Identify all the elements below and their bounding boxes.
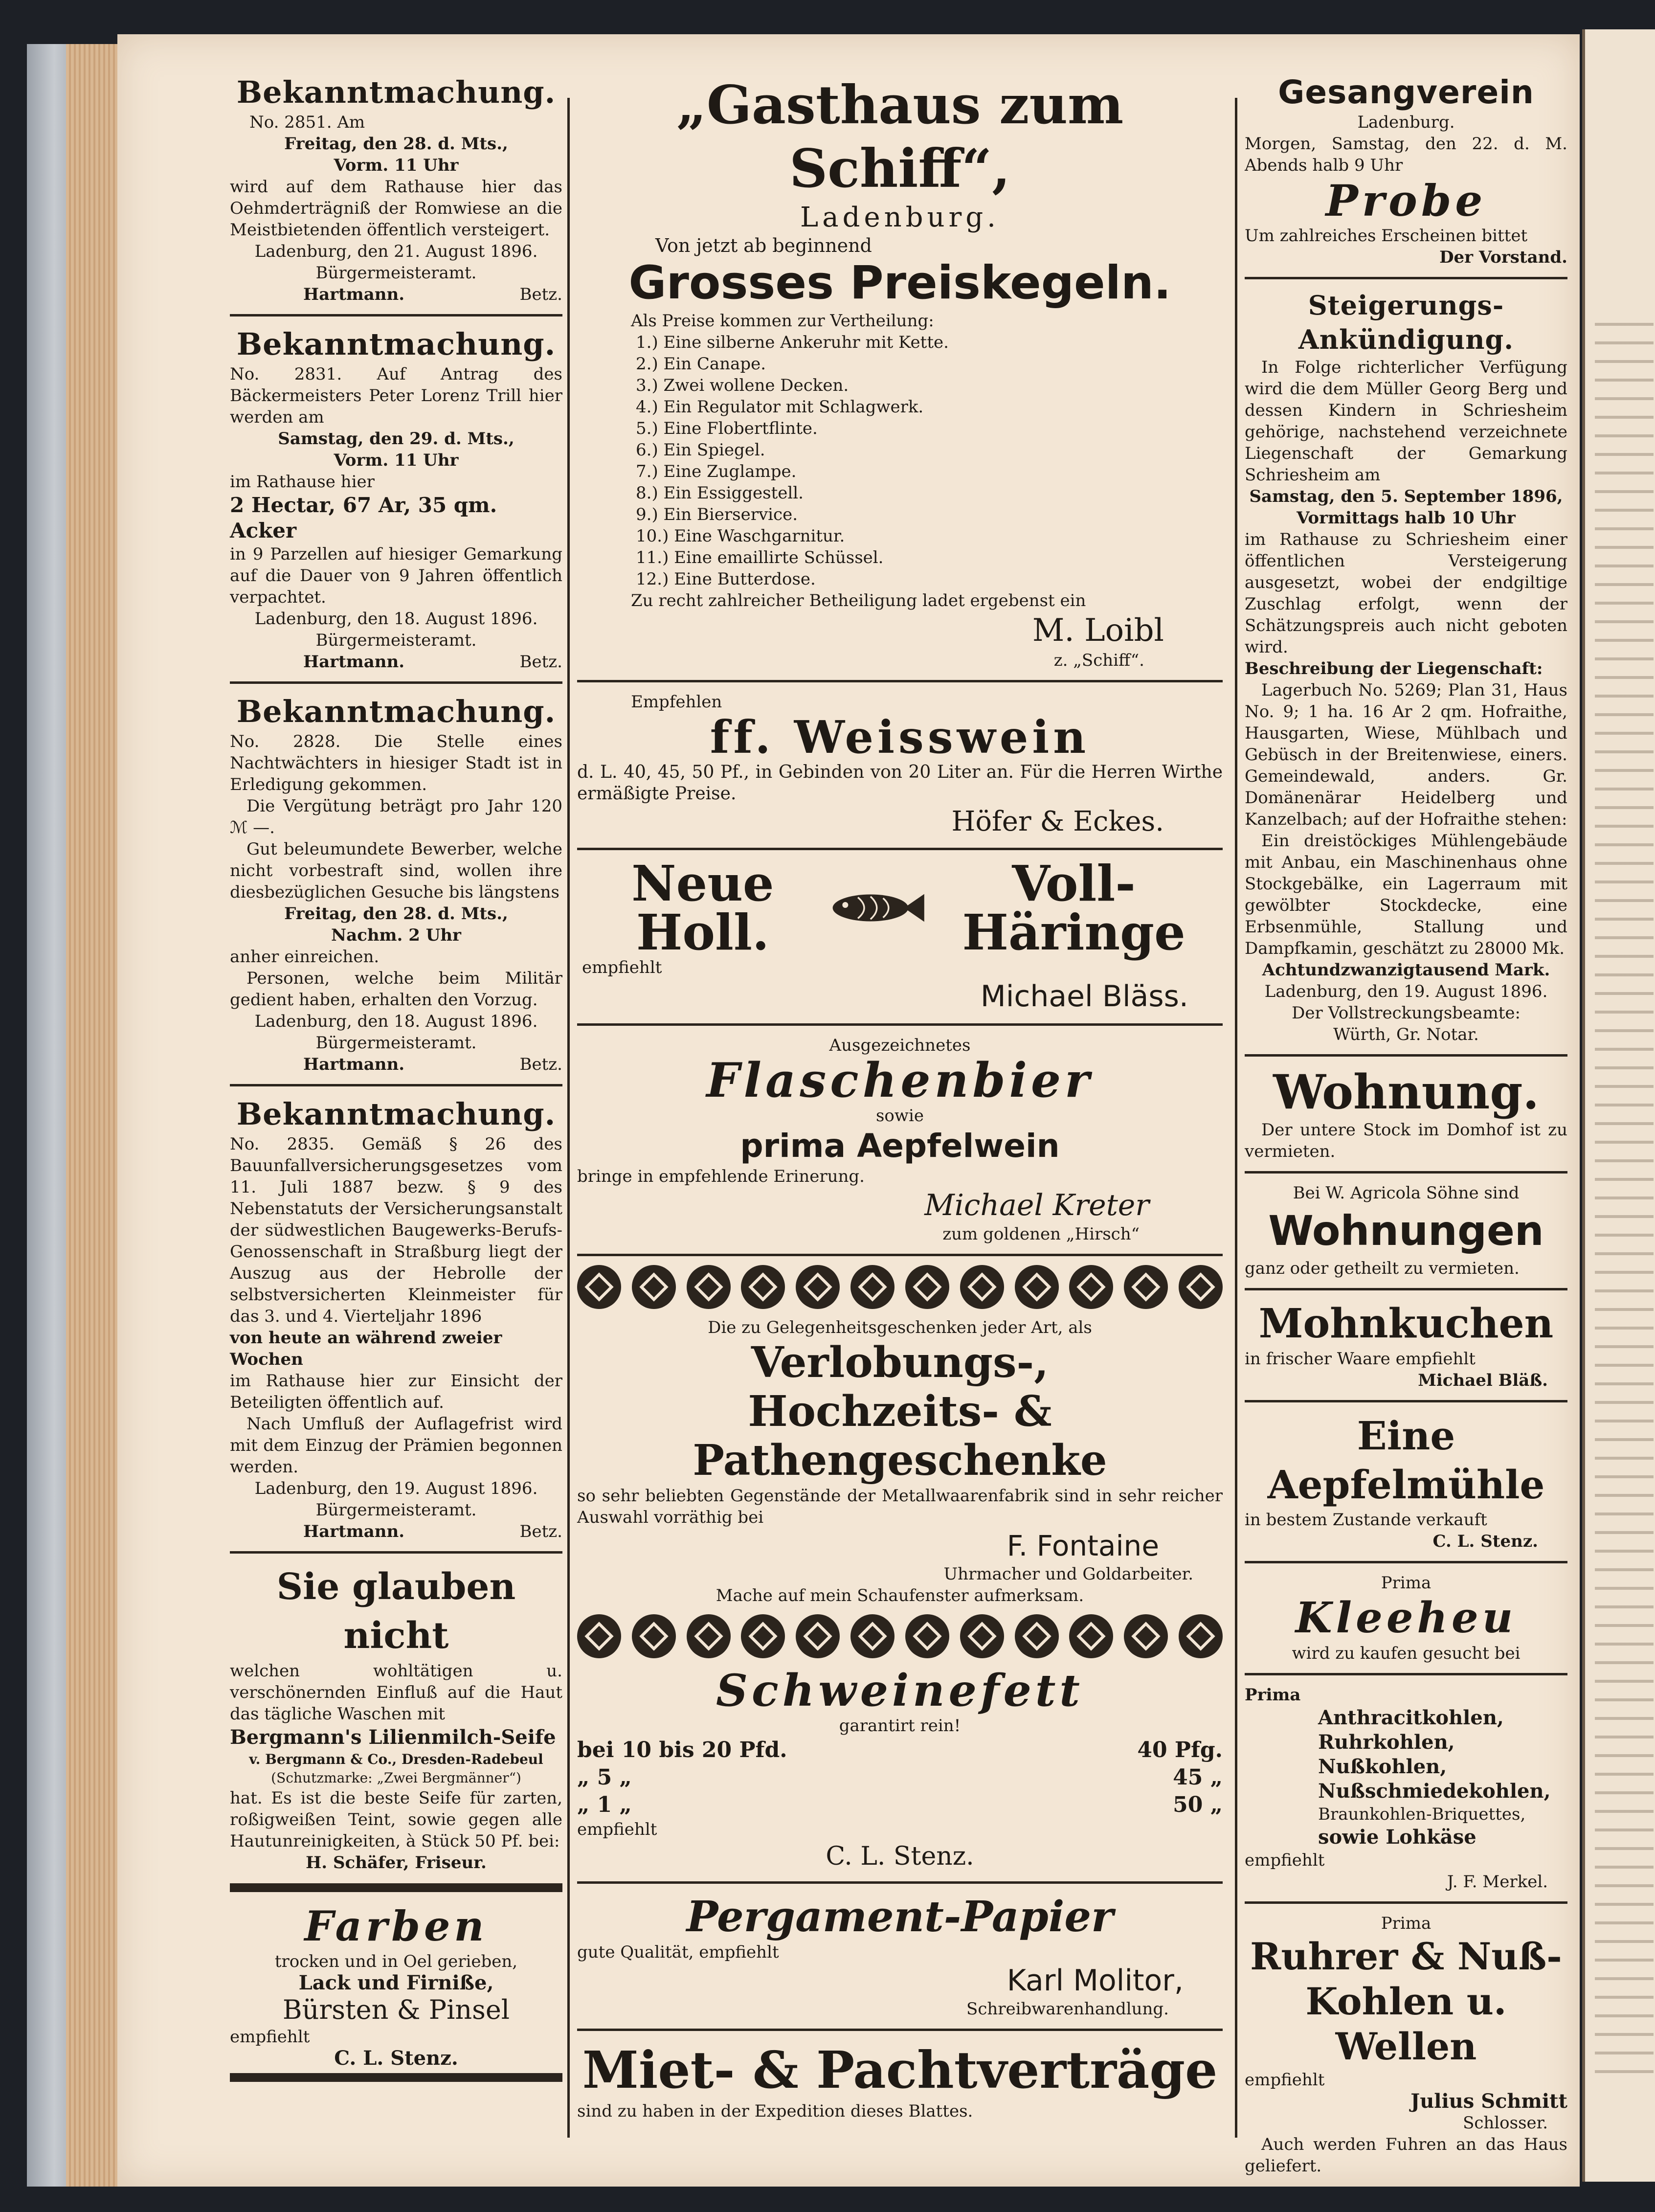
ornament-icon bbox=[632, 1614, 676, 1658]
list-item: 11.) Eine emaillirte Schüssel. bbox=[636, 548, 884, 567]
ornament-icon bbox=[1069, 1614, 1113, 1658]
notice-4: Bekanntmachung. No. 2835. Gemäß § 26 des Bauunfallversicherungsgesetzes vom 11. Juli 1887 bezw. § 9 des Nebenstatuts der Versicherungsanstalt der südwestlichen Baugewerks-Berufs-Genossenschaft in Straßburg liegt der Auszug aus der Hebrolle der selbstversicherten Kleinmeister für das 3. und 4. Vierteljahr 1896 von heute an während zweier Wochen im Rathause hier zur Einsicht der Beteiligten öffentlich auf. Nach Umfluß der Auflagefrist wird mit dem Einzug der Prämien begonnen werden. Ladenburg, den 19. August 1896. Bürgermeisteramt. Hartmann. Betz. bbox=[230, 1096, 562, 1541]
ornament-icon bbox=[1015, 1614, 1059, 1658]
column-rule bbox=[1235, 98, 1237, 2138]
auction-ad: Steigerungs-Ankündigung. In Folge richterlicher Verfügung wird die dem Müller Georg Berg und dessen Kindern in Schriesheim gehörige, nachstehend verzeichnete Liegenschaft der Gemarkung Schriesheim am Samstag, den 5. September 1896, Vormittags halb 10 Uhr im Rathause zu Schriesheim einer öffentlichen Versteigerung ausgesetzt, wobei der endgiltige Zuschlag erfolgt, wenn der Schätzungspreis auch nicht geboten wird. Beschreibung der Liegenschaft: Lagerbuch No. 5269; Plan 31, Haus No. 9; 1 ha. 16 Ar 2 qm. Hofraithe, Hausgarten, Wiese, Mühlbach und Gebüsch in der Breitenwiese, einers. Gemeindewald, anders. Gr. Domänenärar Heidelberg und Kanzelbach; auf der Hofraithe stehen: Ein dreistöckiges Mühlengebäude mit Anbau, ein Maschinenhaus ohne Stockgebälke, ein Lagerraum mit gewölbter Stockdecke, eine Erbsenmühle, Stallung und Dampfkamin, geschätzt zu 28000 Mk. Achtundzwanzigtausend Mark. Ladenburg, den 19. August 1896. Der Vollstreckungsbeamte: Würth, Gr. Notar. bbox=[1245, 288, 1567, 1045]
hay-ad: Prima Kleeheu wird zu kaufen gesucht bei bbox=[1245, 1572, 1567, 1664]
price-row: „ 1 „ 50 „ bbox=[577, 1792, 1223, 1817]
ornament-icon bbox=[1179, 1265, 1223, 1309]
ornament-border bbox=[577, 1614, 1223, 1658]
list-item: 4.) Ein Regulator mit Schlagwerk. bbox=[636, 397, 924, 417]
divider bbox=[577, 1881, 1223, 1884]
ad-title: Ruhrer & Nuß- bbox=[1250, 1935, 1562, 1978]
ornament-icon bbox=[1069, 1265, 1113, 1309]
gifts-ad: Die zu Gelegenheitsgeschenken jeder Art, als Verlobungs-, Hochzeits- & Pathengeschenke so sehr beliebten Gegenstände der Metallwaarenfabrik sind in sehr reicher Auswahl vorräthig bei F. Fontaine Uhrmacher und Goldarbeiter. Mache auf mein Schaufenster aufmerksam. bbox=[577, 1318, 1223, 1605]
ornament-icon bbox=[850, 1265, 895, 1309]
list-item: 12.) Eine Butterdose. bbox=[636, 569, 816, 589]
divider bbox=[577, 2029, 1223, 2031]
ad-title: Kleeheu bbox=[1295, 1593, 1517, 1643]
fish-icon bbox=[828, 886, 925, 930]
list-item: 9.) Ein Bierservice. bbox=[636, 505, 798, 524]
wine-ad: Empfehlen ff. Weisswein d. L. 40, 45, 50 Pf., in Gebinden von 20 Liter an. Für die Herren Wirthe ermäßigte Preise. Höfer & Eckes. bbox=[577, 692, 1223, 837]
ornament-icon bbox=[796, 1265, 840, 1309]
divider bbox=[230, 1551, 562, 1554]
notice-3: Bekanntmachung. No. 2828. Die Stelle eines Nachtwächters in hiesiger Stadt ist in Erledigung gekommen. Die Vergütung beträgt pro Jahr 120 ℳ —. Gut beleumundete Bewerber, welche nicht vorbestraft sind, wollen ihre diesbezüglichen Gesuche bis längstens Freitag, den 28. d. Mts., Nachm. 2 Uhr anher einreichen. Personen, welche beim Militär gedient haben, erhalten den Vorzug. Ladenburg, den 18. August 1896. Bürgermeisteramt. Hartmann. Betz. bbox=[230, 694, 562, 1074]
ornament-icon bbox=[687, 1265, 731, 1309]
divider bbox=[1245, 1901, 1567, 1904]
ornament-icon bbox=[741, 1265, 785, 1309]
ad-title: Sie glauben nicht bbox=[276, 1566, 516, 1657]
divider bbox=[230, 681, 562, 684]
ad-title: Flaschenbier bbox=[706, 1053, 1094, 1108]
list-item: 8.) Ein Essiggestell. bbox=[636, 483, 804, 503]
paper-ad: Pergament-Papier gute Qualität, empfiehlt Karl Molitor, Schreibwarenhandlung. bbox=[577, 1893, 1223, 2020]
divider-thick bbox=[230, 1883, 562, 1892]
notice-2: Bekanntmachung. No. 2831. Auf Antrag des Bäckermeisters Peter Lorenz Trill hier werden am Samstag, den 29. d. Mts., Vorm. 11 Uhr im Rathause hier 2 Hectar, 67 Ar, 35 qm. Acker in 9 Parzellen auf hiesiger Gemarkung auf die Dauer von 9 Jahren öffentlich verpachtet. Ladenburg, den 18. August 1896. Bürgermeisteramt. Hartmann. Betz. bbox=[230, 326, 562, 672]
list-item: Braunkohlen-Briquettes, bbox=[1318, 1805, 1526, 1824]
divider bbox=[1245, 1400, 1567, 1402]
ornament-icon bbox=[577, 1265, 621, 1309]
ornament-icon bbox=[1015, 1265, 1059, 1309]
divider bbox=[1245, 277, 1567, 279]
next-page-edge bbox=[1582, 29, 1655, 2182]
list-item: 6.) Ein Spiegel. bbox=[636, 440, 765, 460]
notice-title: Bekanntmachung. bbox=[236, 74, 556, 110]
ornament-icon bbox=[1124, 1614, 1168, 1658]
ornament-icon bbox=[960, 1265, 1004, 1309]
divider bbox=[1245, 1673, 1567, 1675]
ad-title: Miet- & Pachtverträge bbox=[582, 2040, 1218, 2100]
list-item: 5.) Eine Flobertflinte. bbox=[636, 419, 818, 438]
divider bbox=[1245, 1561, 1567, 1563]
ad-title: Mohnkuchen bbox=[1258, 1300, 1554, 1347]
page-edges bbox=[66, 44, 125, 2187]
ad-title: Farben bbox=[304, 1902, 488, 1950]
list-item: sowie Lohkäse bbox=[1318, 1826, 1476, 1849]
divider bbox=[1245, 1288, 1567, 1290]
herring-ad: Neue Holl. Voll-Häringe empfiehlt Michael Bläss. bbox=[577, 859, 1223, 1015]
paint-ad: Farben trocken und in Oel gerieben, Lack und Firniße, Bürsten & Pinsel empfiehlt C. L. Stenz. bbox=[230, 1902, 562, 2069]
list-item: Nußkohlen, bbox=[1318, 1755, 1447, 1778]
notice-1: Bekanntmachung. No. 2851. Am Freitag, den 28. d. Mts., Vorm. 11 Uhr wird auf dem Rathause hier das Oehmderträgniß der Romwiese an die Meistbietenden öffentlich versteigert. Ladenburg, den 21. August 1896. Bürgermeisteramt. Hartmann. Betz. bbox=[230, 74, 562, 304]
column-left bbox=[230, 73, 562, 2092]
ornament-icon bbox=[960, 1614, 1004, 1658]
divider bbox=[577, 1254, 1223, 1256]
ad-title: Wohnungen bbox=[1268, 1207, 1544, 1255]
ornament-icon bbox=[796, 1614, 840, 1658]
apartment-ad: Wohnung. Der untere Stock im Domhof ist zu vermieten. bbox=[1245, 1064, 1567, 1161]
inn-ad: „Gasthaus zum Schiff“, Ladenburg. Von jetzt ab beginnend Grosses Preiskegeln. Als Preise kommen zur Vertheilung: 1.) Eine silberne Ankeruhr mit Kette. 2.) Ein Canape. 3.) Zwei wollene Decken. 4.) Ein Regulator mit Schlagwerk. 5.) Eine Flobertflinte. 6.) Ein Spiegel. 7.) Eine Zuglampe. 8.) Ein Essiggestell. 9.) Ein Bierservice. 10.) Eine Waschgarnitur. 11.) Eine emaillirte Schüssel. 12.) Eine Butterdose. Zu recht zahlreicher Betheiligung ladet ergebenst ein M. Loibl z. „Schiff“. bbox=[577, 73, 1223, 671]
column-middle bbox=[577, 73, 1223, 2122]
coal-ad: Prima Anthracitkohlen, Ruhrkohlen, Nußkohlen, Nußschmiedekohlen, Braunkohlen-Briquettes, sowie Lohkäse empfiehlt J. F. Merkel. bbox=[1245, 1684, 1567, 1893]
divider bbox=[577, 848, 1223, 850]
ad-title: Eine Aepfelmühle bbox=[1267, 1413, 1545, 1508]
list-item: Anthracitkohlen, bbox=[1318, 1706, 1504, 1729]
list-item: 2.) Ein Canape. bbox=[636, 354, 766, 374]
divider bbox=[230, 314, 562, 316]
lard-ad: Schweinefett garantirt rein! bei 10 bis 20 Pfd. 40 Pfg. „ 5 „ 45 „ „ 1 „ 50 „ empfiehlt C. L. Stenz. bbox=[577, 1665, 1223, 1871]
notice-title: Bekanntmachung. bbox=[236, 1096, 556, 1132]
ornament-icon bbox=[905, 1614, 949, 1658]
divider bbox=[1245, 1054, 1567, 1057]
ad-title: Pergament-Papier bbox=[686, 1892, 1114, 1941]
list-item: Ruhrkohlen, bbox=[1318, 1731, 1455, 1754]
ad-title: Kohlen u. Wellen bbox=[1305, 1980, 1507, 2068]
ornament-icon bbox=[632, 1265, 676, 1309]
list-item: 7.) Eine Zuglampe. bbox=[636, 462, 797, 481]
ad-title: ff. Weisswein bbox=[710, 711, 1090, 764]
price-row: „ 5 „ 45 „ bbox=[577, 1765, 1223, 1790]
ad-title: Wohnung. bbox=[1273, 1064, 1539, 1120]
ornament-icon bbox=[905, 1265, 949, 1309]
ornament-border bbox=[577, 1265, 1223, 1309]
divider bbox=[577, 1023, 1223, 1026]
ad-title: Schweinefett bbox=[716, 1665, 1084, 1716]
divider bbox=[230, 1084, 562, 1086]
ornament-icon bbox=[687, 1614, 731, 1658]
ad-title: Gesangverein bbox=[1278, 73, 1534, 111]
column-right bbox=[1245, 73, 1567, 2177]
apartments-ad: Bei W. Agricola Söhne sind Wohnungen ganz oder getheilt zu vermieten. bbox=[1245, 1182, 1567, 1279]
ad-title-left: Neue Holl. bbox=[631, 855, 774, 961]
soap-ad: Sie glauben nicht welchen wohltätigen u. verschönernden Einfluß auf die Haut das tägliche Waschen mit Bergmann's Lilienmilch-Seife v. Bergmann & Co., Dresden-Radebeul (Schutzmarke: „Zwei Bergmänner“) hat. Es ist die beste Seife für zarten, roßigweißen Teint, sowie gegen alle Hautunreinigkeiten, à Stück 50 Pf. bei: H. Schäfer, Friseur. bbox=[230, 1562, 562, 1873]
contracts-ad: Miet- & Pachtverträge sind zu haben in der Expedition dieses Blattes. bbox=[577, 2040, 1223, 2122]
ornament-icon bbox=[1179, 1614, 1223, 1658]
beer-ad: Ausgezeichnetes Flaschenbier sowie prima Aepfelwein bringe in empfehlende Erinerung. Michael Kreter zum goldenen „Hirsch“ bbox=[577, 1035, 1223, 1245]
ornament-icon bbox=[1124, 1265, 1168, 1309]
ad-title: Steigerungs-Ankündigung. bbox=[1298, 290, 1514, 355]
list-item: 10.) Eine Waschgarnitur. bbox=[636, 526, 845, 546]
choir-ad: Gesangverein Ladenburg. Morgen, Samstag, den 22. d. M. Abends halb 9 Uhr Probe Um zahlreiches Erscheinen bittet Der Vorstand. bbox=[1245, 73, 1567, 267]
prize-list bbox=[577, 332, 1223, 590]
ornament-icon bbox=[741, 1614, 785, 1658]
divider bbox=[577, 680, 1223, 682]
divider bbox=[1245, 1171, 1567, 1174]
ad-title: „Gasthaus zum Schiff“, bbox=[676, 74, 1124, 200]
column-rule bbox=[567, 98, 570, 2138]
notice-title: Bekanntmachung. bbox=[236, 326, 556, 362]
coke-ad: Prima Ruhrer & Nuß- Kohlen u. Wellen empfiehlt Julius Schmitt Schlosser. Auch werden Fuhren an das Haus geliefert. bbox=[1245, 1914, 1567, 2176]
list-item: 3.) Zwei wollene Decken. bbox=[636, 376, 849, 395]
notice-title: Bekanntmachung. bbox=[236, 694, 556, 729]
divider-thick bbox=[230, 2073, 562, 2082]
ad-title-right: Voll-Häringe bbox=[962, 855, 1185, 961]
cider-press-ad: Eine Aepfelmühle in bestem Zustande verkauft C. L. Stenz. bbox=[1245, 1411, 1567, 1552]
list-item: 1.) Eine silberne Ankeruhr mit Kette. bbox=[636, 333, 949, 352]
ornament-icon bbox=[850, 1614, 895, 1658]
ornament-icon bbox=[577, 1614, 621, 1658]
poppy-cake-ad: Mohnkuchen in frischer Waare empfiehlt Michael Bläß. bbox=[1245, 1299, 1567, 1391]
price-row: bei 10 bis 20 Pfd. 40 Pfg. bbox=[577, 1738, 1223, 1762]
list-item: Nußschmiedekohlen, bbox=[1318, 1780, 1551, 1803]
